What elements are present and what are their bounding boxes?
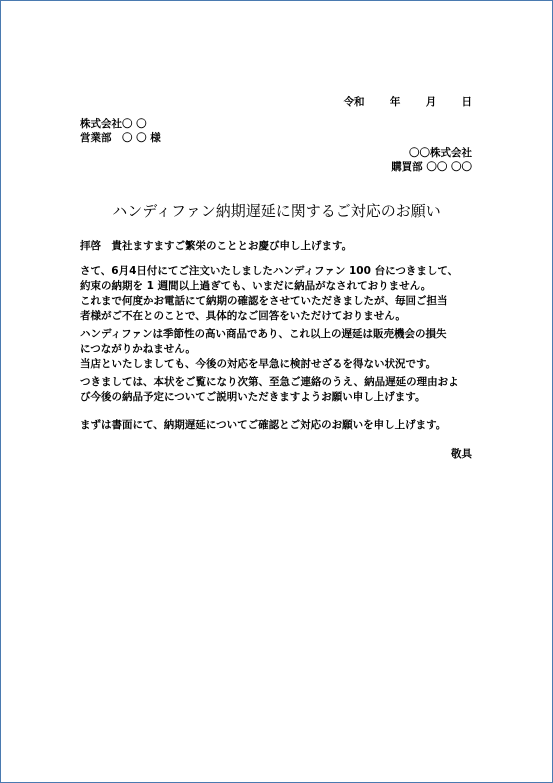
greeting-text: 拝啓 貴社ますますご繁栄のこととお慶び申し上げます。: [80, 240, 353, 252]
paragraph-line: 者様がご不在とのことで、具体的なご回答をいただけておりません。: [80, 310, 406, 322]
recipient-company: 株式会社〇 〇: [80, 118, 147, 130]
date-year: 年: [389, 96, 401, 108]
paragraph-1: [80, 264, 480, 324]
paragraph-line: つきましては、本状をご覧になり次第、至急ご連絡のうえ、納品遅延の理由およ: [80, 376, 459, 388]
sender-department: 購買部 〇〇 〇〇: [391, 161, 472, 173]
paragraph-line: につながりかねません。: [80, 343, 196, 355]
paragraph-line: 当店といたしましても、今後の対応を早急に検討せざるを得ない状況です。: [80, 358, 437, 370]
closing-text: 敬具: [451, 448, 472, 460]
date-era: 令和: [343, 96, 365, 108]
sender-company: 〇〇株式会社: [409, 147, 472, 159]
letter-date: [344, 95, 472, 110]
letter-title: ハンディファン納期遅延に関するご対応のお願い: [112, 202, 441, 220]
recipient-department: 営業部 〇 〇 様: [80, 132, 161, 144]
greeting: [80, 239, 480, 254]
paragraph-2: [80, 327, 480, 372]
paragraph-line: さて、6月4日付にてご注文いたしましたハンディファン 100 台につきまして、: [80, 265, 459, 277]
date-month: 月: [425, 96, 437, 108]
paragraph-3: [80, 375, 480, 405]
paragraph-line: これまで何度かお電話にて納期の確認をさせていただきましたが、毎回ご担当: [80, 295, 448, 307]
date-day: 日: [461, 96, 472, 108]
paragraph-line: ハンディファンは季節性の高い商品であり、これ以上の遅延は販売機会の損失: [80, 328, 447, 340]
paragraph-line: 約束の納期を 1 週間以上過ぎても、いまだに納品がなされておりません。: [80, 280, 432, 292]
paragraph-4: [80, 418, 480, 433]
paragraph-line: び今後の納品予定についてご説明いただきますようお願い申し上げます。: [80, 391, 426, 403]
paragraph-line: まずは書面にて、納期遅延についてご確認とご対応のお願いを申し上げます。: [80, 419, 447, 431]
